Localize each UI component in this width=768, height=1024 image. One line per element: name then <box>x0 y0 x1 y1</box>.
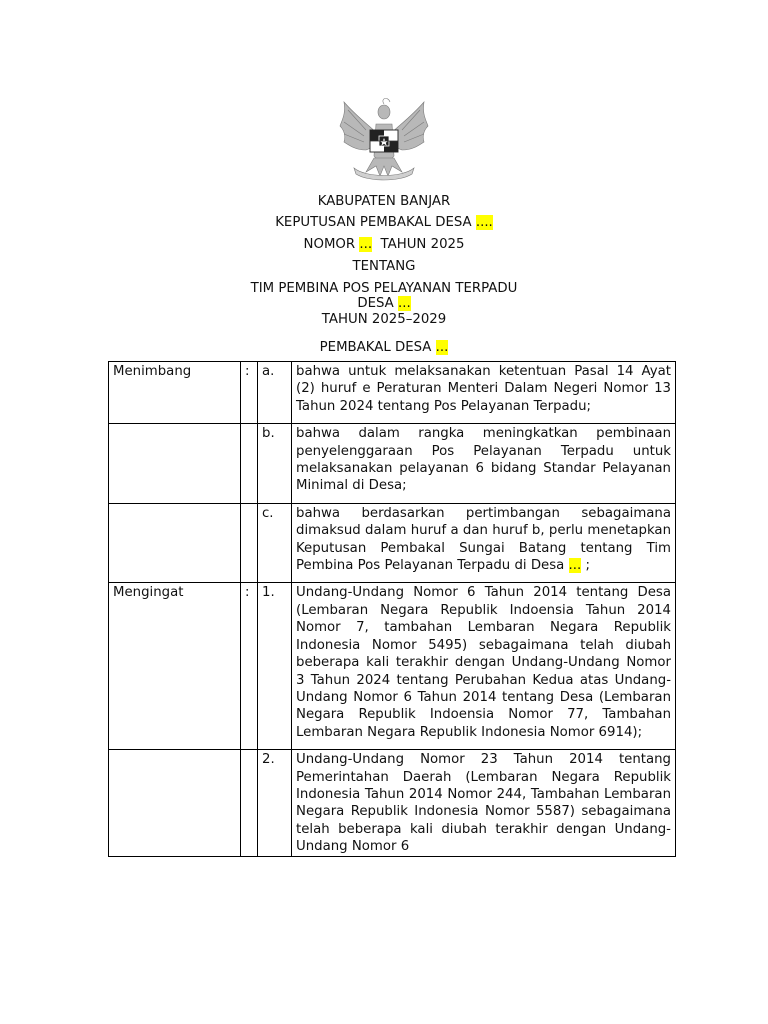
empty-cell <box>109 750 241 856</box>
issuer-placeholder: ... <box>435 340 449 355</box>
item-text: Undang-Undang Nomor 23 Tahun 2014 tentang Pemerintahan Daerah (Lembaran Negara Republik Indonesia Tahun 2014 Nomor 244, Tambahan Lembaran Negara Republik Indonesia Nomor 5587) sebagaimana telah beberapa kali diubah terakhir dengan Undang-Undang Nomor 6 <box>292 750 676 856</box>
empty-cell <box>241 503 258 583</box>
table-row <box>109 503 676 583</box>
item-number: 1. <box>258 583 292 750</box>
item-text: Undang-Undang Nomor 6 Tahun 2014 tentang Desa (Lembaran Negara Republik Indoensia Tahun 2014 Nomor 7, tambahan Lembaran Negara Republik Indonesia Nomor 5495) sebagaimana telah diubah beberapa kali terakhir dengan Undang-Undang Nomor 3 Tahun 2024 tentang Perubahan Kedua atas Undang-Undang Nomor 6 Tahun 2014 tentang Desa (Lembaran Negara Republik Indoensia Nomor 77, Tambahan Lembaran Negara Republik Indonesia Nomor 6914); <box>292 583 676 750</box>
item-text: bahwa untuk melaksanakan ketentuan Pasal 14 Ayat (2) huruf e Peraturan Menteri Dalam Negeri Nomor 13 Tahun 2024 tentang Pos Pelayanan Terpadu; <box>292 362 676 424</box>
item-number: b. <box>258 424 292 504</box>
subject-label: TENTANG <box>352 259 416 274</box>
issuer-title: PEMBAKAL DESA ... <box>319 340 449 355</box>
decree-number: NOMOR ... TAHUN 2025 <box>303 237 465 252</box>
decree-title-placeholder: .... <box>475 215 493 230</box>
period-years: TAHUN 2025–2029 <box>321 312 447 327</box>
item-text: bahwa dalam rangka meningkatkan pembinaan penyelenggaraan Pos Pelayanan Terpadu untuk melaksanakan pelayanan 6 bidang Standar Pelayanan Minimal di Desa; <box>292 424 676 504</box>
menimbang-label: Menimbang <box>109 362 241 424</box>
village-placeholder: ... <box>568 558 582 574</box>
item-text: bahwa berdasarkan pertimbangan sebagaimana dimaksud dalam huruf a dan huruf b, perlu menetapkan Keputusan Pembakal Sungai Batang tentang Tim Pembina Pos Pelayanan Terpadu di Desa ... ; <box>292 503 676 583</box>
empty-cell <box>109 503 241 583</box>
colon: : <box>241 362 258 424</box>
item-number: c. <box>258 503 292 583</box>
decree-number-placeholder: ... <box>359 237 373 252</box>
empty-cell <box>241 424 258 504</box>
village-name-placeholder: ... <box>397 296 411 311</box>
empty-cell <box>241 750 258 856</box>
table-row <box>109 362 676 424</box>
mengingat-label: Mengingat <box>109 583 241 750</box>
subject-title: TIM PEMBINA POS PELAYANAN TERPADU <box>250 281 518 296</box>
decree-title: KEPUTUSAN PEMBAKAL DESA .... <box>275 215 493 230</box>
item-number: 2. <box>258 750 292 856</box>
garuda-pancasila-emblem-icon <box>336 96 432 184</box>
colon: : <box>241 583 258 750</box>
decree-table <box>108 361 676 857</box>
table-row <box>109 583 676 750</box>
regency-title: KABUPATEN BANJAR <box>317 194 451 209</box>
village-name: DESA ... <box>357 296 411 311</box>
table-row <box>109 750 676 856</box>
item-number: a. <box>258 362 292 424</box>
table-row <box>109 424 676 504</box>
empty-cell <box>109 424 241 504</box>
